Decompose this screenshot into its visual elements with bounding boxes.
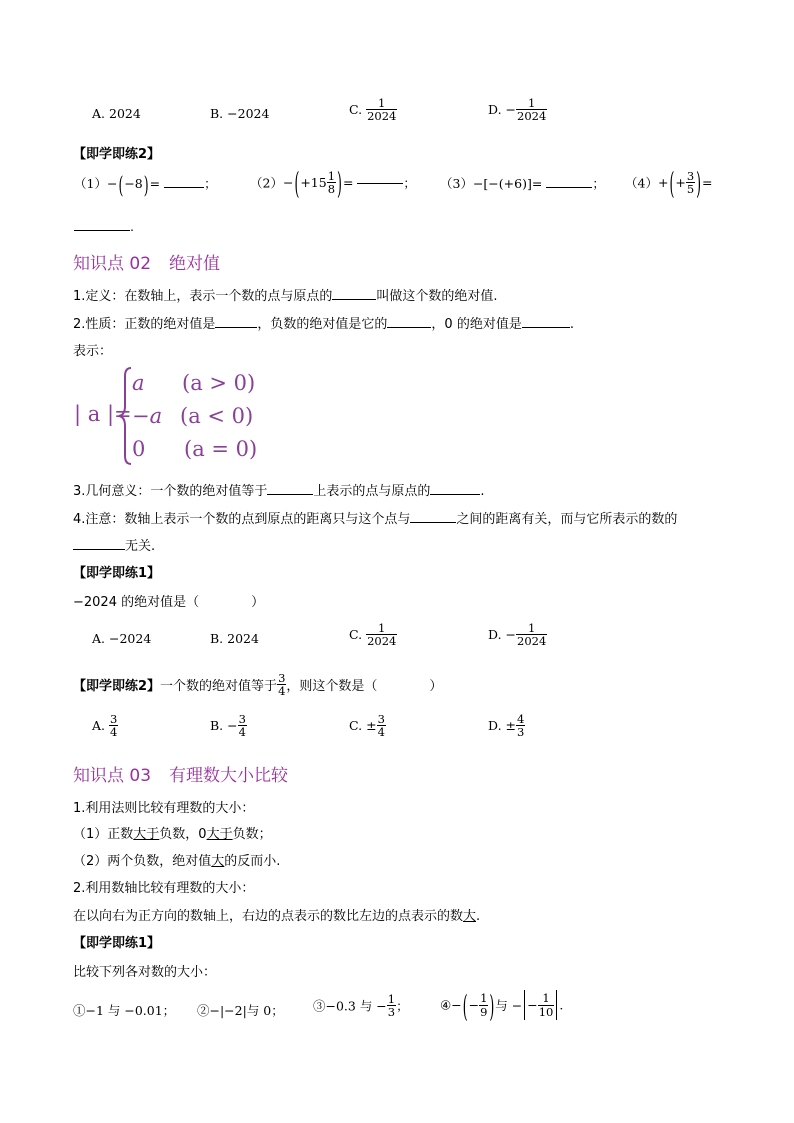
practice2-item-1: （1）−(−8)= ； (74, 170, 217, 199)
definition-line: 1.定义：在数轴上，表示一个数的点与原点的 叫做这个数的绝对值. (73, 289, 498, 304)
formula-row-1-value: a (132, 371, 145, 395)
compare-item-1: ①−1 与 −0.01； (73, 1003, 176, 1018)
rule-line-3: （2）两个负数，绝对值大的反而小. (73, 854, 281, 869)
option-c: C. $\frac{1}{2024}$ (349, 96, 397, 124)
practice2-item-3: （3）−[−(+6)]= ； (440, 176, 605, 191)
fraction: $\frac{1}{2024}$ (517, 96, 547, 124)
option-d: D. − $\frac{1}{2024}$ (488, 96, 547, 124)
option-b: B. − $\frac{3}{4}$ (210, 712, 246, 740)
option-b: B. −2024 (210, 106, 270, 121)
practice2-item-4: （4）+(+ $\frac{3}{5}$ )= (625, 164, 713, 201)
fraction: $\frac{1}{2024}$ (367, 96, 397, 124)
formula-row-2-condition: (a < 0) (180, 404, 254, 428)
formula-row-1-condition: (a > 0) (182, 371, 256, 395)
compare-item-3: ③−0.3 与 − $\frac{1}{3}$ ； (313, 992, 409, 1020)
practice2-item-2: （2）−(+15 $\frac{1}{8}$ )= ； (250, 164, 416, 201)
formula-row-2-value: −a (132, 404, 163, 428)
property-line: 2.性质：正数的绝对值是 ，负数的绝对值是它的 ，0 的绝对值是 . (73, 317, 574, 332)
compare-item-2: ②−|−2|与 0； (197, 1003, 284, 1018)
option-b: B. 2024 (210, 631, 259, 646)
practice-heading: 【即学即练1】 (73, 566, 161, 581)
formula-row-3-condition: (a = 0) (184, 437, 258, 461)
practice-intro: 比较下列各对数的大小： (73, 965, 217, 980)
note-line-1: 4.注意：数轴上表示一个数的点到原点的距离只与这个点与 之间的距离有关，而与它所表示的数的 (73, 512, 678, 527)
practice-heading: 【即学即练2】 (73, 147, 161, 162)
option-c: C. $\frac{1}{2024}$ (349, 621, 397, 649)
practice2-item-4-answer: . (74, 219, 134, 234)
option-d: D. − $\frac{1}{2024}$ (488, 621, 547, 649)
practice-question-2: 【即学即练2】一个数的绝对值等于 $\frac{3}{4}$ ，则这个数是（ ） (73, 671, 443, 699)
express-label: 表示： (73, 344, 113, 359)
formula-row-3-value: 0 (132, 437, 146, 461)
rule-line-5: 在以向右为正方向的数轴上，右边的点表示的数比左边的点表示的数大. (73, 909, 481, 924)
geometric-meaning-line: 3.几何意义：一个数的绝对值等于 上表示的点与原点的 . (73, 484, 485, 499)
abs-formula-lhs: | a |= (74, 402, 132, 426)
note-line-2: 无关. (73, 535, 155, 554)
practice-question: −2024 的绝对值是（ ） (73, 595, 265, 610)
rule-line-4: 2.利用数轴比较有理数的大小： (73, 881, 255, 896)
option-d: D. ± $\frac{4}{3}$ (488, 712, 525, 740)
practice-heading: 【即学即练1】 (73, 936, 161, 951)
rule-line-1: 1.利用法则比较有理数的大小： (73, 801, 255, 816)
rule-line-2: （1）正数大于负数，0大于负数； (73, 827, 272, 842)
option-a: A. −2024 (92, 631, 152, 646)
section-title-02: 知识点 02 绝对值 (73, 254, 221, 274)
option-c: C. ± $\frac{3}{4}$ (349, 712, 385, 740)
left-brace-icon (117, 366, 133, 466)
compare-item-4: ④−(− $\frac{1}{9}$ )与 − − $\frac{1}{10}$ . (440, 987, 564, 1023)
option-a: A. $\frac{3}{4}$ (92, 712, 118, 740)
option-a: A. 2024 (92, 106, 141, 121)
section-title-03: 知识点 03 有理数大小比较 (73, 766, 289, 786)
